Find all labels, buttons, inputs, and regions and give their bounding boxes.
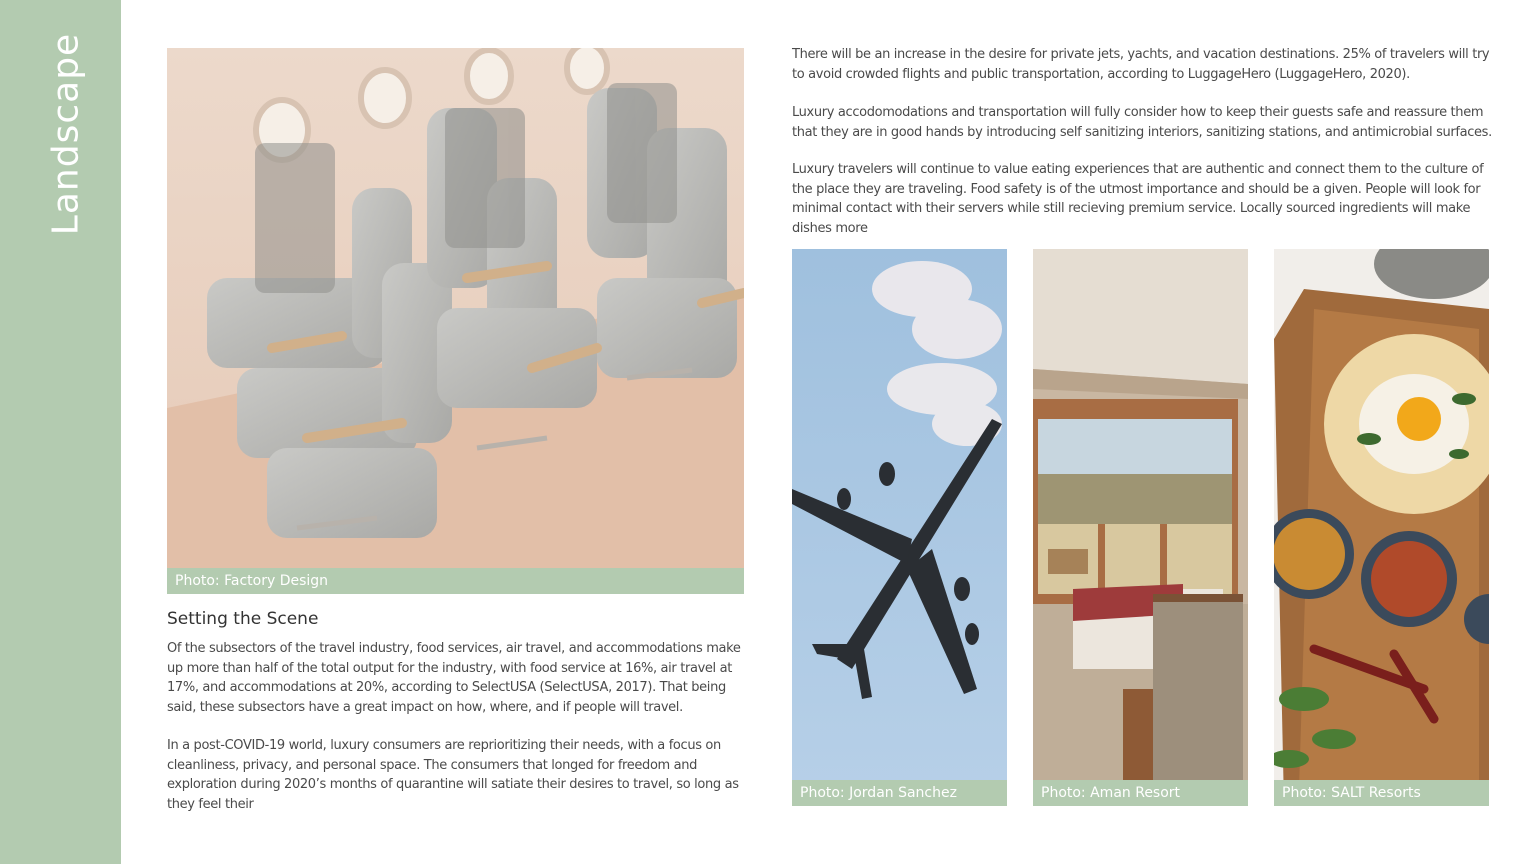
right-paragraph-1: There will be an increase in the desire for private jets, yachts, and vacation destinations. 25% of travelers will try to avoid crowded flights and public transportation, according to LuggageHero (LuggageHero, 2020). xyxy=(792,47,1490,82)
right-paragraph-3: Luxury travelers will continue to value eating experiences that are authentic and connect them to the culture of the place they are traveling. Food safety is of the utmost importance and should be a given. People will look for minimal contact with their servers while still recieving premium service. Locally sourced ingredients will make dishes more xyxy=(792,162,1484,236)
resort-photo xyxy=(1033,249,1248,806)
airplane-seats-image xyxy=(167,48,744,594)
plane-photo-caption: Photo: Jordan Sanchez xyxy=(792,780,1007,806)
left-paragraph-1: Of the subsectors of the travel industry, food services, air travel, and accommodations make up more than half of the total output for the industry, with food service at 16%, air travel at 17%, and accommodations at 20%, according to SelectUSA (SelectUSA, 2017). That being said, these subsectors have a great impact on how, where, and if people will travel. xyxy=(167,641,741,715)
left-paragraph-2: In a post-COVID-19 world, luxury consumers are reprioritizing their needs, with a focus on cleanliness, privacy, and personal space. The consumers that longed for freedom and exploration during 2020’s months of quarantine will satiate their desires to travel, so long as they feel their xyxy=(167,738,739,812)
main-photo-caption: Photo: Factory Design xyxy=(167,568,744,594)
section-heading: Setting the Scene xyxy=(167,609,319,629)
resort-photo-caption: Photo: Aman Resort xyxy=(1033,780,1248,806)
food-image xyxy=(1274,249,1489,806)
food-photo-caption: Photo: SALT Resorts xyxy=(1274,780,1489,806)
sidebar-title: Landscape xyxy=(45,32,87,236)
airplane-sky-image xyxy=(792,249,1007,806)
food-photo xyxy=(1274,249,1489,806)
plane-photo xyxy=(792,249,1007,806)
resort-room-image xyxy=(1033,249,1248,806)
main-photo xyxy=(167,48,744,594)
right-paragraph-2: Luxury accodomodations and transportation will fully consider how to keep their guests safe and reassure them that they are in good hands by introducing self sanitizing interiors, sanitizing stations, and antimicrobial surfaces. xyxy=(792,105,1492,140)
sidebar-band xyxy=(0,0,121,864)
